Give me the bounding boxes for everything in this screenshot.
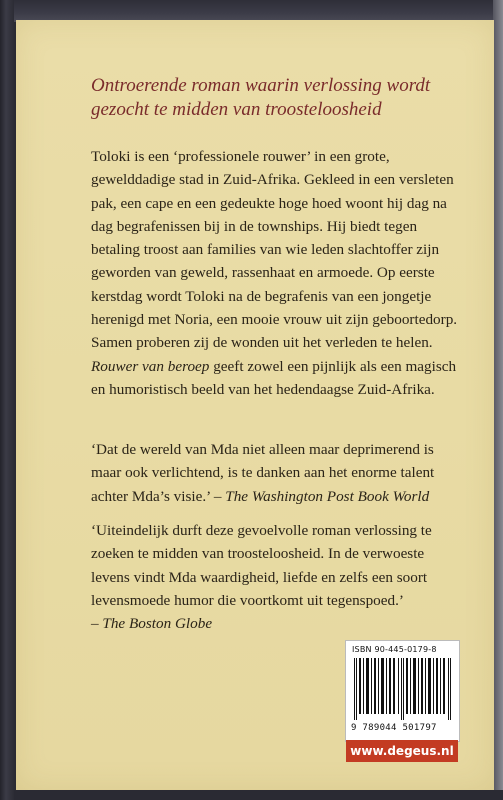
quote-source: – The Boston Globe [91,615,213,633]
book-right-edge [493,0,503,800]
ean-number: 9 789044 501797 [351,723,437,733]
review-quote-2 [91,519,463,635]
book-title: Rouwer van beroep [91,357,210,375]
synopsis-text: Toloki is een ‘professionele rouwer’ in een grote, gewelddadige stad in Zuid-Afrika. Gekleed in een versleten pak, een cape en een gedeukte hoge hoed woont hij dag na dag begrafenissen bij in de townships. Hij biedt tegen betaling troost aan families van wie leden slachtoffer zijn geworden van geweld, rassenhaat en armoede. Op eerste kerstdag wordt Toloki na de begrafenis van een jongetje herenigd met Noria, een mooie vrouw uit zijn geboortedorp. Samen proberen zij de wonden uit het verleden te helen. [91,148,458,352]
barcode-label [345,640,460,742]
quote-source: The Washington Post Book World [225,487,430,505]
publisher-website: www.degeus.nl [346,740,458,762]
book-bottom-edge [14,790,503,800]
synopsis-closing: geeft zowel een pijnlijk als een magisch en humoristisch beeld van het hedendaagse Zuid-Afrika. [91,357,457,398]
book-top-edge [14,0,503,22]
synopsis [91,145,463,401]
isbn-number: ISBN 90-445-0179-8 [352,645,437,654]
quote-text: ‘Dat de wereld van Mda niet alleen maar deprimerend is maar ook verlichtend, is te danken aan het enorme talent achter Mda’s visie.’ – [91,441,435,505]
review-quote-1 [91,438,463,508]
barcode-icon [354,658,452,720]
tagline: Ontroerende roman waarin verlossing wordt gezocht te midden van troosteloosheid [91,75,431,120]
quote-text: ‘Uiteindelijk durft deze gevoelvolle roman verlossing te zoeken te midden van troosteloosheid. In de verwoeste levens vindt Mda waardigheid, liefde en zelfs een soort levensmoede humor die voortkomt uit tegenspoed.’ [91,522,432,609]
synopsis-paragraph [91,145,463,401]
